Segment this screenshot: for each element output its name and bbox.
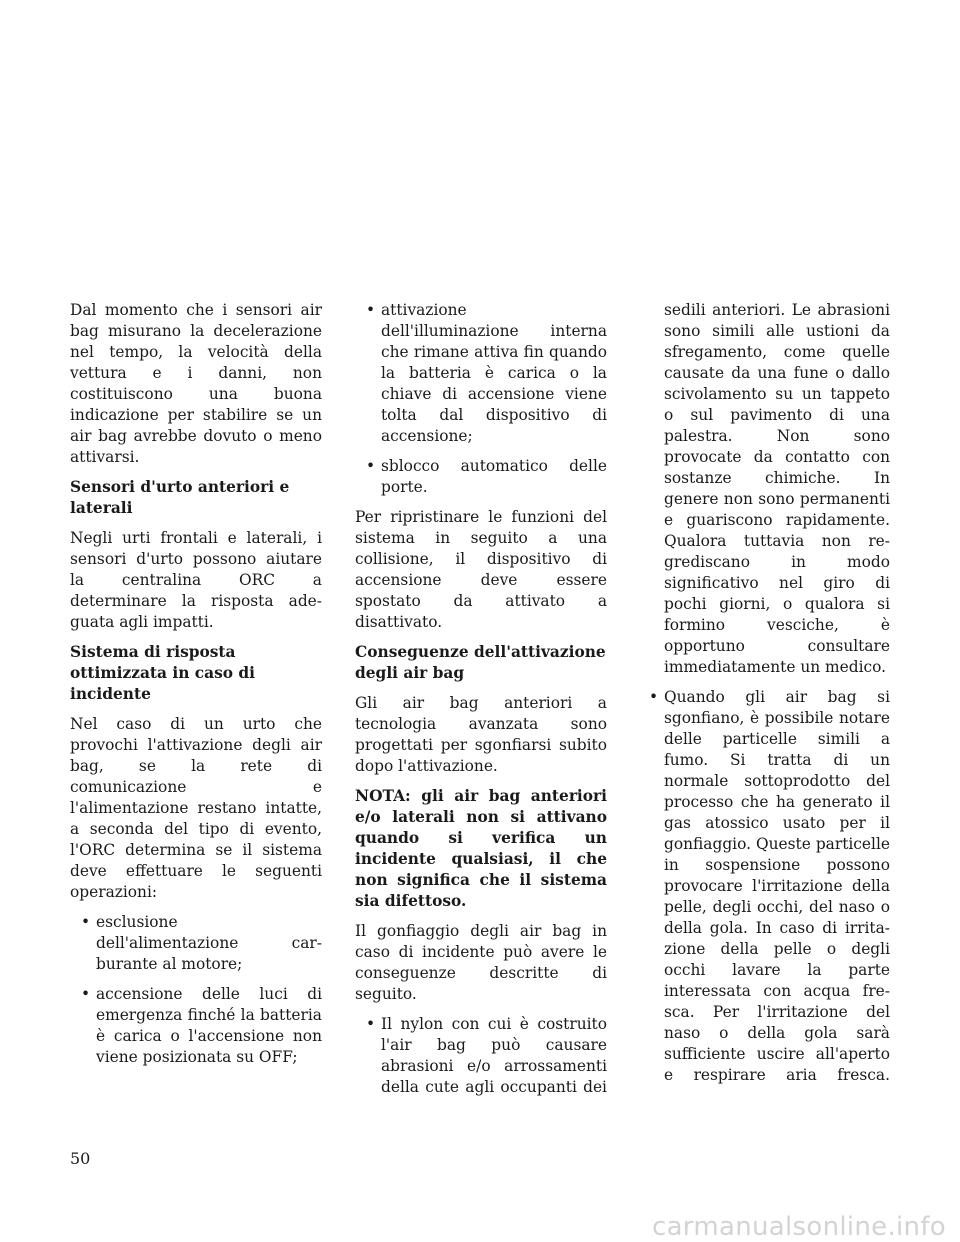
text-column-middle [355, 300, 607, 1107]
note-paragraph: NOTA: gli air bag anteriori e/o laterali non si attivano quando si verifica un incidente qualsiasi, il che non significa che il sistema sia difettoso. [355, 787, 607, 910]
bullet-list [355, 1014, 607, 1098]
bullet-list [355, 300, 607, 498]
section-heading: Sensori d'urto anteriori e laterali [70, 478, 290, 517]
list-item: • sblocco automatico delle porte. [355, 456, 607, 498]
paragraph: Per ripristinare le funzioni del sistema in seguito a una collisione, il dispositivo di accensione deve essere spostato da attivato a disattivato. [355, 508, 607, 631]
paragraph: Gli air bag anteriori a tecnologia avanzata sono progettati per sgonfiarsi subito dopo l'attivazione. [355, 694, 607, 775]
list-item: • attivazione dell'illuminazione interna che rimane attiva fin quando la batteria è carica o la chiave di accensione viene tolta dal dispositivo di accensione; [355, 300, 607, 447]
section-heading: Sistema di risposta ottimizzata in caso di incidente [70, 643, 255, 703]
paragraph: Il gonfiaggio degli air bag in caso di incidente può avere le conseguenze descritte di seguito. [355, 922, 607, 1003]
bullet-list [638, 687, 890, 1086]
list-item-continuation: sedili anteriori. Le abrasioni sono simili alle ustioni da sfregamento, come quelle causate da una fune o dallo scivolamento su un tappeto o sul pavimento di una palestra. Non sono provocate da contatto con sostanze chimiche. In genere non sono permanenti e guariscono rapidamente. Qualora tuttavia non regrediscano in modo significativo nel giro di pochi giorni, o qualora si formino vesciche, è opportuno consultare immediatamente un medico. [664, 301, 890, 676]
section-heading: Conseguenze dell'attivazione degli air bag [355, 643, 606, 682]
paragraph: Dal momento che i sensori air bag misurano la decelerazione nel tempo, la velocità della vettura e i danni, non costituiscono una buona indicazione per stabilire se un air bag avrebbe dovuto o meno attivarsi. [70, 301, 322, 466]
paragraph: Nel caso di un urto che provochi l'attivazione degli air bag, se la rete di comunicazione e l'alimentazione restano intatte, a seconda del tipo di evento, l'ORC determina se il sistema deve effettuare le seguenti operazioni: [70, 715, 322, 901]
bullet-list [70, 912, 322, 1068]
list-item: • esclusione dell'alimentazione carburante al motore; [70, 912, 322, 975]
list-item: • Quando gli air bag si sgonfiano, è possibile notare delle particelle simili a fumo. Si tratta di un normale sottoprodotto del processo che ha generato il gas atossico usato per il gonfiaggio. Queste particelle in sospensione possono provocare l'irritazione della pelle, degli occhi, del naso o della gola. In caso di irritazione della pelle o degli occhi lavare la parte interessata con acqua fresca. Per l'irritazione del naso o della gola sarà sufficiente uscire all'aperto e respirare aria fresca. [638, 687, 890, 1086]
list-item: • Il nylon con cui è costruito l'air bag può causare abrasioni e/o arrossamenti della cute agli occupanti dei [355, 1014, 607, 1098]
page-number: 50 [70, 1149, 91, 1168]
list-item: • accensione delle luci di emergenza finché la batteria è carica o l'accensione non viene posizionata su OFF; [70, 984, 322, 1068]
text-column-left [70, 300, 322, 1077]
watermark: carmanualsonline.info [651, 1212, 946, 1242]
text-column-right [638, 300, 890, 1095]
paragraph: Negli urti frontali e laterali, i sensori d'urto possono aiutare la centralina ORC a determinare la risposta adeguata agli impatti. [70, 529, 322, 631]
